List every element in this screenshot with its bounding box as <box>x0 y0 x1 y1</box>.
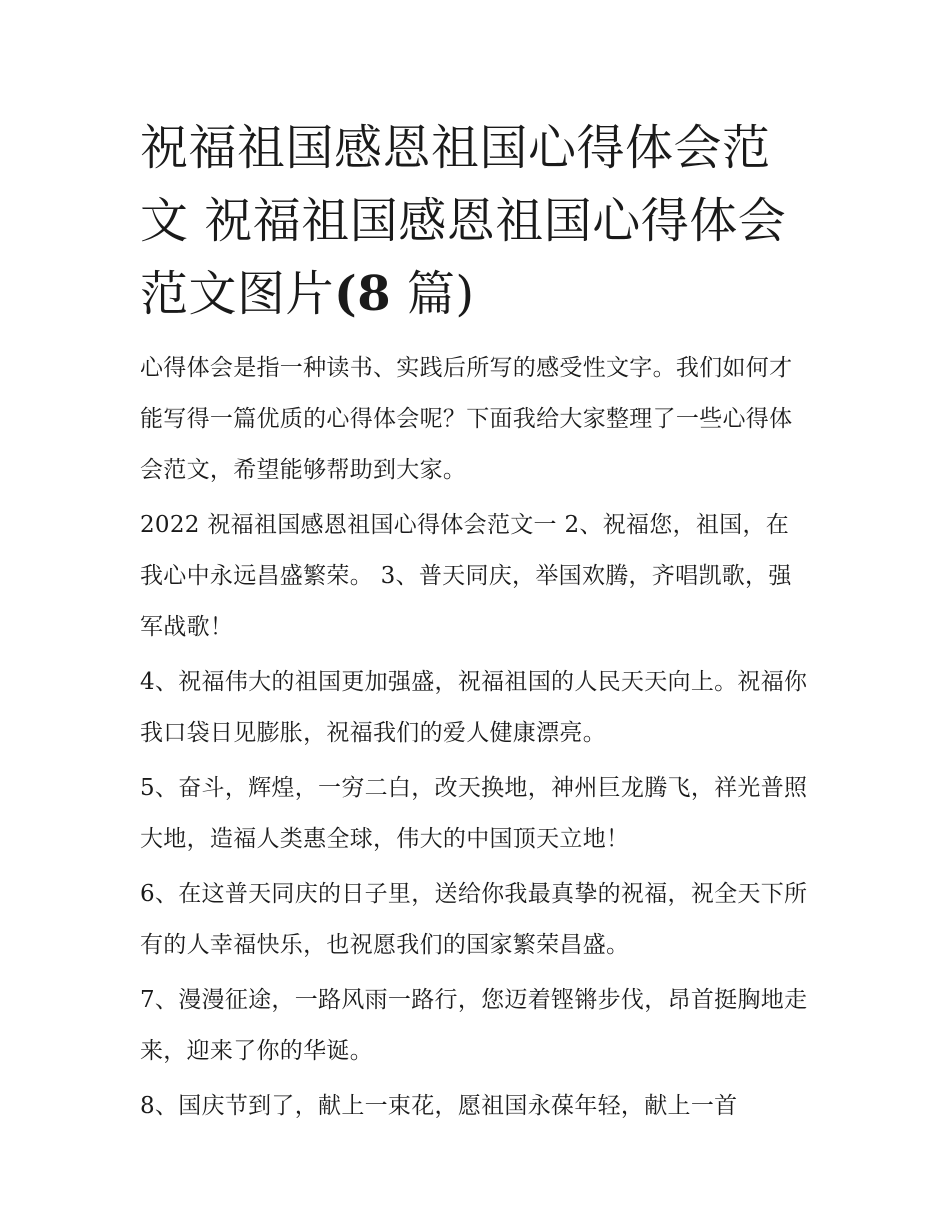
paragraph: 2022 祝福祖国感恩祖国心得体会范文一 2、祝福您，祖国，在我心中永远昌盛繁荣。 3、普天同庆，举国欢腾，齐唱凯歌，强军战歌！ <box>140 512 792 640</box>
paragraph: 7、漫漫征途，一路风雨一路行，您迈着铿锵步伐，昂首挺胸地走来，迎来了你的华诞。 <box>140 987 808 1064</box>
title-text: 祝福祖国感恩祖国心得体会范文 祝福祖国感恩祖国心得体会范文图片 <box>140 120 787 322</box>
paragraph: 8、国庆节到了，献上一束花，愿祖国永葆年轻，献上一首 <box>140 1093 738 1119</box>
document-body <box>140 112 812 1136</box>
title-count: (8 <box>334 266 392 322</box>
title-suffix: 篇) <box>391 266 475 322</box>
paragraph: 5、奋斗，辉煌，一穷二白，改天换地，神州巨龙腾飞，祥光普照大地，造福人类惠全球，伟大的中国顶天立地！ <box>140 775 808 852</box>
document-title <box>140 112 812 331</box>
paragraph: 6、在这普天同庆的日子里，送给你我最真挚的祝福，祝全天下所有的人幸福快乐，也祝愿我们的国家繁荣昌盛。 <box>140 881 808 958</box>
paragraph: 4、祝福伟大的祖国更加强盛，祝福祖国的人民天天向上。祝福你我口袋日见膨胀，祝福我们的爱人健康漂亮。 <box>140 669 808 746</box>
intro-paragraph: 心得体会是指一种读书、实践后所写的感受性文字。我们如何才能写得一篇优质的心得体会呢？下面我给大家整理了一些心得体会范文，希望能够帮助到大家。 <box>140 355 793 483</box>
